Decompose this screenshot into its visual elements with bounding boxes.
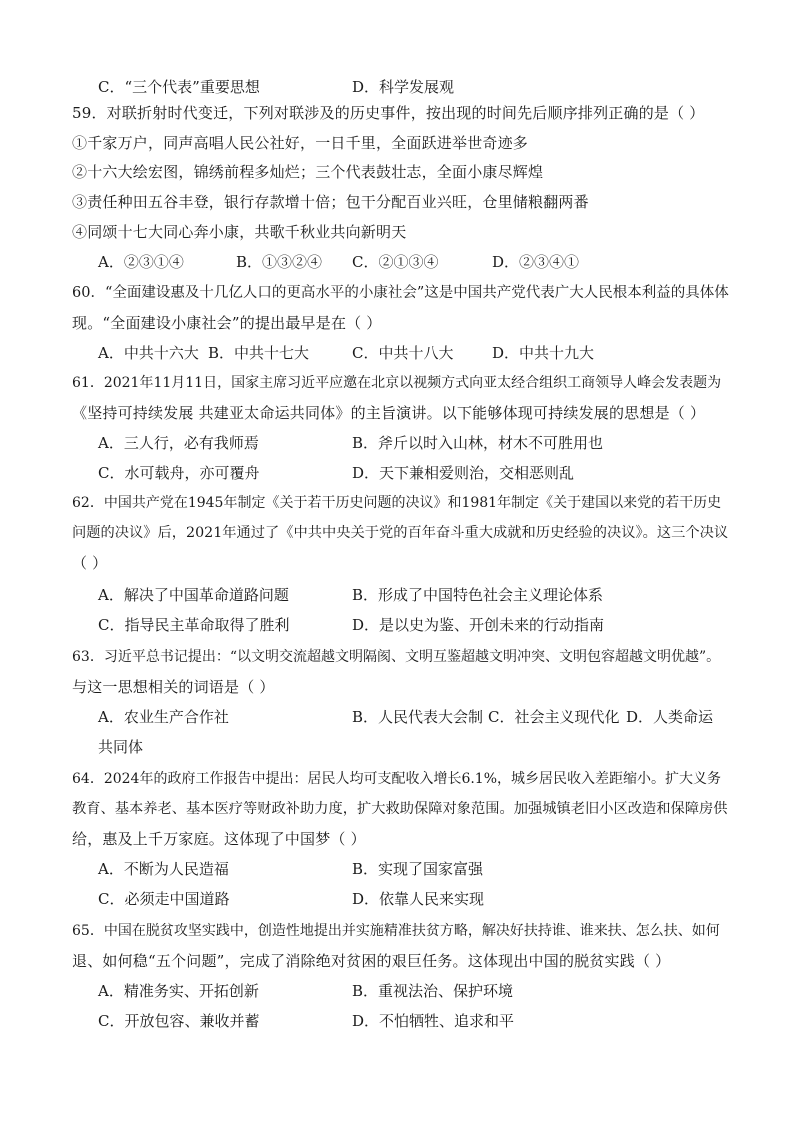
q64-option-d: D．依靠人民来实现	[352, 890, 485, 908]
q63-option-b: B．人民代表大会制	[352, 708, 484, 726]
q59-option-d: D．②③④①	[492, 253, 580, 271]
q64-stem-line-1: 64．2024年的政府工作报告中提出：居民人均可支配收入增长6.1%，城乡居民收入差距缩小。扩大义务	[72, 771, 722, 787]
q60-option-c: C．中共十八大	[352, 344, 454, 362]
q59-item-2: ②十六大绘宏图，锦绣前程多灿烂；三个代表鼓壮志，全面小康尽辉煌	[72, 163, 544, 181]
q62-option-d: D．是以史为鉴、开创未来的行动指南	[352, 616, 605, 634]
q61-stem-line-2: 《坚持可持续发展 共建亚太命运共同体》的主旨演讲。以下能够体现可持续发展的思想是（ ）	[72, 404, 706, 422]
q63-option-c: C．社会主义现代化	[488, 708, 620, 726]
q60-stem-line-2: 现。“全面建设小康社会”的提出最早是在（ ）	[72, 314, 382, 332]
q61-option-a: A．三人行，必有我师焉	[98, 434, 259, 452]
q64-option-b: B．实现了国家富强	[352, 860, 484, 878]
q60-option-a: A．中共十六大	[98, 344, 199, 362]
q60-option-d: D．中共十九大	[492, 344, 595, 362]
q63-stem-line-2: 与这一思想相关的词语是（ ）	[72, 678, 275, 696]
q58-option-c: C．“三个代表”重要思想	[98, 78, 260, 96]
q63-stem-line-1: 63．习近平总书记提出：“以文明交流超越文明隔阂、文明互鉴超越文明冲突、文明包容超越文明优越”。	[72, 649, 721, 665]
q61-stem-line-1: 61．2021年11月11日，国家主席习近平应邀在北京以视频方式向亚太经合组织工商领导人峰会发表题为	[72, 375, 722, 391]
q65-stem-line-1: 65．中国在脱贫攻坚实践中，创造性地提出并实施精准扶贫方略，解决好扶持谁、谁来扶、怎么扶、如何	[72, 923, 720, 939]
q60-stem-line-1: 60．“全面建设惠及十几亿人口的更高水平的小康社会”这是中国共产党代表广大人民根本利益的具体体	[72, 285, 729, 301]
q64-option-a: A．不断为人民造福	[98, 860, 229, 878]
q61-option-b: B．斧斤以时入山林，材木不可胜用也	[352, 434, 604, 452]
q61-option-c: C．水可载舟，亦可覆舟	[98, 464, 260, 482]
q59-option-c: C．②①③④	[352, 253, 439, 271]
q59-item-3: ③责任种田五谷丰登，银行存款增十倍；包干分配百业兴旺，仓里储粮翻两番	[72, 193, 589, 211]
q62-stem-line-3: （ ）	[72, 554, 108, 572]
q65-option-a: A．精准务实、开拓创新	[98, 982, 259, 1000]
q59-item-1: ①千家万户，同声高唱人民公社好，一日千里，全面跃进举世奇迹多	[72, 134, 529, 152]
q59-option-b: B．①③②④	[236, 253, 323, 271]
q60-option-b: B．中共十七大	[208, 344, 310, 362]
q63-option-d-continued: 共同体	[98, 738, 144, 756]
q59-stem: 59．对联折射时代变迁，下列对联涉及的历史事件，按出现的时间先后顺序排列正确的是（ ）	[72, 104, 705, 122]
q64-option-c: C．必须走中国道路	[98, 890, 230, 908]
q59-option-a: A．②③①④	[98, 253, 184, 271]
q61-option-d: D．天下兼相爱则治，交相恶则乱	[352, 464, 575, 482]
q62-option-c: C．指导民主革命取得了胜利	[98, 616, 290, 634]
q63-option-d: D．人类命运	[626, 708, 714, 726]
q65-option-d: D．不怕牺牲、追求和平	[352, 1012, 515, 1030]
q65-option-c: C．开放包容、兼收并蓄	[98, 1012, 260, 1030]
q64-stem-line-2: 教育、基本养老、基本医疗等财政补助力度，扩大救助保障对象范围。加强城镇老旧小区改造和保障房供	[72, 801, 728, 817]
q62-stem-line-2: 问题的决议》后，2021年通过了《中共中央关于党的百年奋斗重大成就和历史经验的决议》。这三个决议	[72, 525, 729, 541]
q58-option-d: D．科学发展观	[352, 78, 455, 96]
q65-option-b: B．重视法治、保护环境	[352, 982, 514, 1000]
q62-option-a: A．解决了中国革命道路问题	[98, 586, 289, 604]
q62-option-b: B．形成了中国特色社会主义理论体系	[352, 586, 604, 604]
q63-option-a: A．农业生产合作社	[98, 708, 229, 726]
q65-stem-line-2: 退、如何稳“五个问题”，完成了消除绝对贫困的艰巨任务。这体现出中国的脱贫实践（ ）	[72, 952, 671, 970]
q59-item-4: ④同颂十七大同心奔小康，共歌千秋业共向新明天	[72, 223, 407, 241]
q64-stem-line-3: 给，惠及上千万家庭。这体现了中国梦（ ）	[72, 830, 366, 848]
q62-stem-line-1: 62．中国共产党在1945年制定《关于若干历史问题的决议》和1981年制定《关于建国以来党的若干历史	[72, 495, 722, 511]
